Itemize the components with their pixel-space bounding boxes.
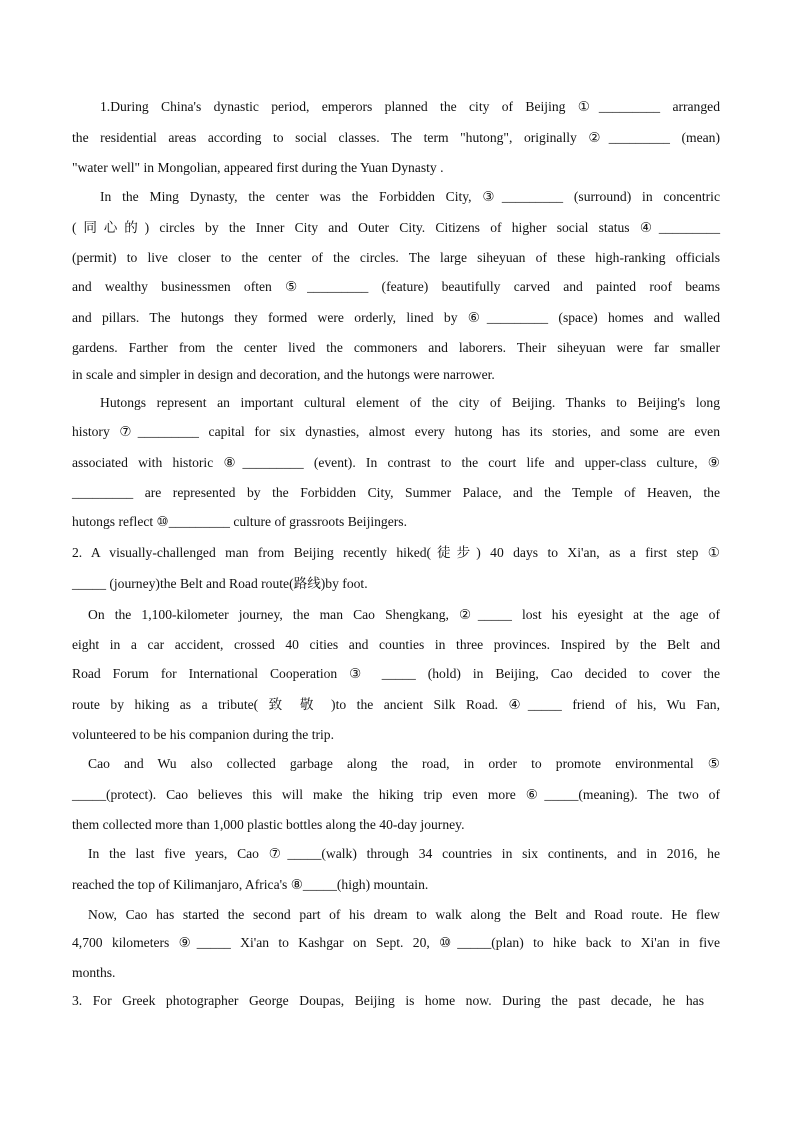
text-line: Road Forum for International Cooperation ③ _____ (hold) in Beijing, Cao decided to cover the	[72, 666, 720, 681]
text-line: route by hiking as a tribute( 致 敬 )to the ancient Silk Road. ④_____ friend of his, Wu Fan,	[72, 697, 720, 712]
text-line: _____(protect). Cao believes this will make the hiking trip even more ⑥_____(meaning). The two of	[72, 787, 720, 802]
text-line: _________ are represented by the Forbidden City, Summer Palace, and the Temple of Heaven, the	[72, 485, 720, 500]
text-line: months.	[72, 965, 116, 980]
text-line: In the last five years, Cao ⑦_____(walk) through 34 countries in six continents, and in 2016, he	[88, 846, 720, 861]
text-line: them collected more than 1,000 plastic bottles along the 40-day journey.	[72, 817, 465, 832]
text-line: hutongs reflect ⑩_________ culture of grassroots Beijingers.	[72, 514, 407, 529]
text-line: associated with historic ⑧_________ (event). In contrast to the court life and upper-class culture, ⑨	[72, 455, 720, 470]
text-line: volunteered to be his companion during the trip.	[72, 727, 334, 742]
text-line: (同心的) circles by the Inner City and Outer City. Citizens of higher social status ④_________	[72, 220, 720, 235]
text-line: in scale and simpler in design and decoration, and the hutongs were narrower.	[72, 367, 495, 382]
text-line: Hutongs represent an important cultural element of the city of Beijing. Thanks to Beijing's long	[100, 395, 720, 410]
text-line: "water well" in Mongolian, appeared first during the Yuan Dynasty .	[72, 160, 444, 175]
text-line: reached the top of Kilimanjaro, Africa's ⑧_____(high) mountain.	[72, 877, 429, 892]
text-line: 3. For Greek photographer George Doupas, Beijing is home now. During the past decade, he has	[72, 993, 704, 1008]
text-line: (permit) to live closer to the center of the circles. The large siheyuan of these high-ranking officials	[72, 250, 720, 265]
text-line: and pillars. The hutongs they formed were orderly, lined by ⑥_________ (space) homes and walled	[72, 310, 720, 325]
text-line: 4,700 kilometers ⑨_____ Xi'an to Kashgar on Sept. 20, ⑩_____(plan) to hike back to Xi'an in five	[72, 935, 720, 950]
text-line: Now, Cao has started the second part of his dream to walk along the Belt and Road route. He flew	[88, 907, 720, 922]
text-line: 2. A visually-challenged man from Beijing recently hiked(徒步) 40 days to Xi'an, as a first step ①	[72, 545, 720, 560]
text-line: In the Ming Dynasty, the center was the Forbidden City, ③_________ (surround) in concentric	[100, 189, 720, 204]
text-line: Cao and Wu also collected garbage along the road, in order to promote environmental ⑤	[88, 756, 720, 771]
text-line: the residential areas according to social classes. The term "hutong", originally ②_________ (mean)	[72, 130, 720, 145]
text-line: 1.During China's dynastic period, emperors planned the city of Beijing ①_________ arranged	[100, 99, 720, 114]
text-line: _____ (journey)the Belt and Road route(路线)by foot.	[72, 576, 368, 591]
text-line: gardens. Farther from the center lived the commoners and laborers. Their siheyuan were far smaller	[72, 340, 720, 355]
text-line: On the 1,100-kilometer journey, the man Cao Shengkang, ②_____ lost his eyesight at the age of	[88, 607, 720, 622]
text-line: and wealthy businessmen often ⑤_________ (feature) beautifully carved and painted roof beams	[72, 279, 720, 294]
text-line: eight in a car accident, crossed 40 cities and counties in three provinces. Inspired by the Belt and	[72, 637, 720, 652]
text-line: history ⑦_________ capital for six dynasties, almost every hutong has its stories, and some are even	[72, 424, 720, 439]
